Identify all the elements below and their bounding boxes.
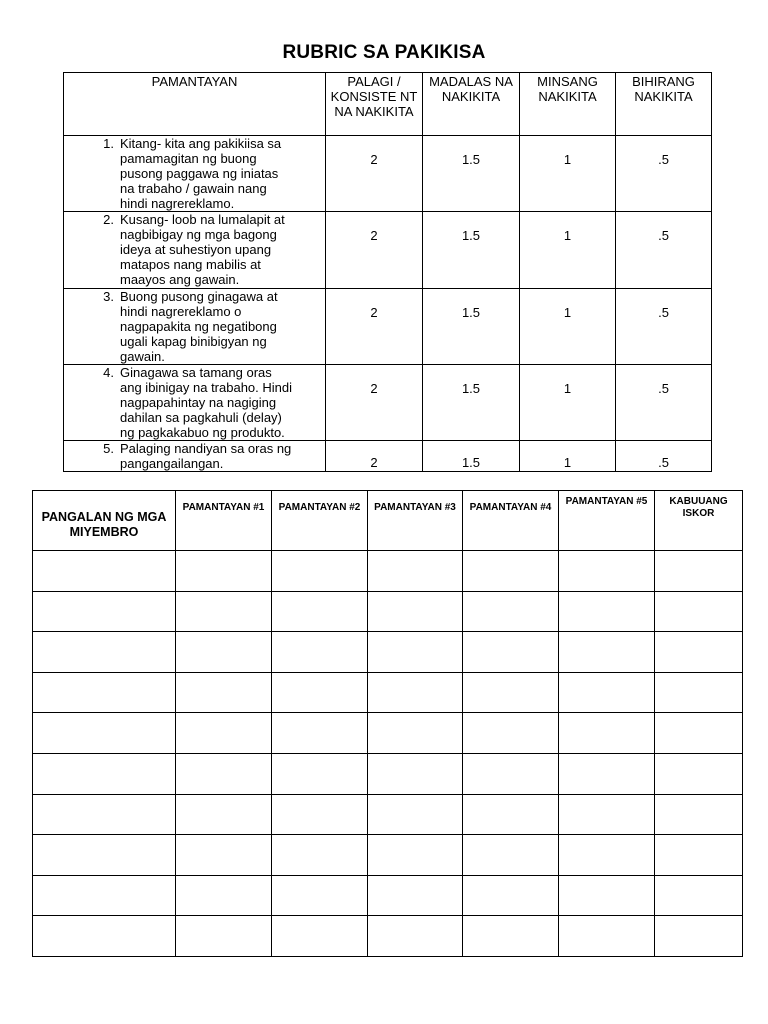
score-cell: 2 [326,365,423,441]
header-pamantayan-3: PAMANTAYAN #3 [368,491,463,551]
member-row [33,835,743,876]
criterion-line: gawain. [120,349,165,364]
rubric-row [64,136,712,212]
score-entry-cell [368,632,463,673]
criterion-text [120,289,319,364]
member-name-cell [33,551,176,592]
score-cell: 2 [326,441,423,472]
criterion-line: Buong pusong ginagawa at [120,289,278,304]
rubric-row [64,289,712,365]
header-palagi: PALAGI / KONSISTE NT NA NAKIKITA [326,73,423,136]
criterion-line: Palaging nandiyan sa oras ng [120,441,292,456]
score-entry-cell [463,632,559,673]
criterion-number: 5. [103,441,114,456]
score-entry-cell [655,591,743,632]
rubric-header-row [64,73,712,136]
criterion-line: dahilan sa pagkahuli (delay) [120,410,282,425]
header-pamantayan-4: PAMANTAYAN #4 [463,491,559,551]
score-cell: 2 [326,289,423,365]
member-row [33,753,743,794]
criterion-line: hindi nagrereklamo. [120,196,235,211]
member-row [33,713,743,754]
score-cell: 1.5 [423,365,520,441]
criterion-cell [64,212,326,289]
score-cell: 2 [326,212,423,289]
score-cell: .5 [616,289,712,365]
member-name-cell [33,835,176,876]
score-entry-cell [176,753,272,794]
score-entry-cell [272,672,368,713]
score-entry-cell [559,875,655,916]
score-cell: 1.5 [423,136,520,212]
criterion-line: ang ibinigay na trabaho. Hindi [120,380,293,395]
score-cell: 1 [520,136,616,212]
member-name-cell [33,916,176,957]
score-entry-cell [463,794,559,835]
score-entry-cell [176,672,272,713]
score-cell: 2 [326,136,423,212]
score-cell: .5 [616,441,712,472]
score-cell: .5 [616,212,712,289]
rubric-body [64,136,712,472]
score-entry-cell [655,632,743,673]
score-entry-cell [559,713,655,754]
criterion-cell [64,289,326,365]
score-entry-cell [272,835,368,876]
score-entry-cell [559,672,655,713]
score-entry-cell [272,713,368,754]
score-entry-cell [655,794,743,835]
criterion-text [120,441,319,471]
score-entry-cell [559,591,655,632]
criterion-line: Kusang- loob na lumalapit at [120,212,285,227]
criterion-line: pusong paggawa ng iniatas [120,166,279,181]
score-entry-cell [463,591,559,632]
criterion-line: ugali kapag binibigyan ng [120,334,267,349]
score-cell: .5 [616,136,712,212]
member-name-cell [33,753,176,794]
criterion-line: nagpapakita ng negatibong [120,319,277,334]
criterion-text [120,212,319,287]
rubric-row [64,365,712,441]
score-entry-cell [559,916,655,957]
score-cell: 1 [520,289,616,365]
member-row [33,591,743,632]
criterion-cell [64,441,326,472]
score-entry-cell [655,916,743,957]
score-entry-cell [655,672,743,713]
criterion-line: ideya at suhestiyon upang [120,242,272,257]
score-sheet-body [33,551,743,957]
member-name-cell [33,591,176,632]
header-kabuuang-iskor: KABUUANG ISKOR [655,491,743,551]
score-entry-cell [655,551,743,592]
score-entry-cell [463,916,559,957]
criterion-number: 2. [103,212,114,227]
score-entry-cell [559,753,655,794]
score-cell: .5 [616,365,712,441]
score-cell: 1.5 [423,441,520,472]
criterion-number: 3. [103,289,114,304]
score-cell: 1 [520,212,616,289]
score-cell: 1.5 [423,289,520,365]
member-name-cell [33,794,176,835]
criterion-text [120,365,319,440]
score-entry-cell [655,713,743,754]
score-entry-cell [655,753,743,794]
score-entry-cell [272,551,368,592]
score-entry-cell [176,591,272,632]
score-entry-cell [559,632,655,673]
member-row [33,551,743,592]
score-entry-cell [559,835,655,876]
score-entry-cell [368,551,463,592]
score-entry-cell [463,551,559,592]
criterion-line: nagpapahintay na nagiging [120,395,277,410]
score-entry-cell [176,551,272,592]
score-entry-cell [176,835,272,876]
score-entry-cell [176,713,272,754]
member-row [33,916,743,957]
document-title: RUBRIC SA PAKIKISA [282,42,486,63]
header-pamantayan: PAMANTAYAN [64,73,326,136]
criterion-line: maayos ang gawain. [120,272,240,287]
score-entry-cell [463,672,559,713]
score-entry-cell [272,591,368,632]
score-entry-cell [176,632,272,673]
score-sheet-table [32,490,743,957]
score-entry-cell [368,916,463,957]
score-entry-cell [272,753,368,794]
score-entry-cell [368,753,463,794]
score-entry-cell [272,794,368,835]
criterion-line: pangangailangan. [120,456,224,471]
score-entry-cell [176,916,272,957]
score-entry-cell [463,835,559,876]
header-pamantayan-5: PAMANTAYAN #5 [559,491,655,551]
member-name-cell [33,632,176,673]
criterion-text [120,136,319,211]
member-row [33,632,743,673]
score-entry-cell [368,672,463,713]
header-bihira: BIHIRANG NAKIKITA [616,73,712,136]
score-entry-cell [176,794,272,835]
score-entry-cell [368,794,463,835]
header-minsan: MINSANG NAKIKITA [520,73,616,136]
criterion-line: na trabaho / gawain nang [120,181,267,196]
score-entry-cell [463,753,559,794]
score-entry-cell [176,875,272,916]
score-entry-cell [463,713,559,754]
header-pamantayan-1: PAMANTAYAN #1 [176,491,272,551]
score-entry-cell [272,916,368,957]
score-cell: 1 [520,365,616,441]
score-entry-cell [368,875,463,916]
member-name-cell [33,875,176,916]
member-row [33,875,743,916]
score-entry-cell [463,875,559,916]
header-member-name: PANGALAN NG MGA MIYEMBRO [33,491,176,551]
criterion-line: hindi nagrereklamo o [120,304,242,319]
member-name-cell [33,713,176,754]
score-entry-cell [559,551,655,592]
member-row [33,672,743,713]
score-entry-cell [655,835,743,876]
criterion-line: matapos nang mabilis at [120,257,261,272]
score-cell: 1.5 [423,212,520,289]
rubric-row [64,441,712,472]
score-entry-cell [368,713,463,754]
criterion-line: Ginagawa sa tamang oras [120,365,272,380]
criterion-cell [64,365,326,441]
rubric-table [63,72,712,472]
criterion-line: ng pagkakabuo ng produkto. [120,425,285,440]
header-pamantayan-2: PAMANTAYAN #2 [272,491,368,551]
score-entry-cell [272,632,368,673]
score-sheet-header-row [33,491,743,551]
criterion-line: Kitang- kita ang pakikiisa sa [120,136,282,151]
member-row [33,794,743,835]
score-entry-cell [272,875,368,916]
score-entry-cell [368,835,463,876]
score-entry-cell [655,875,743,916]
score-entry-cell [368,591,463,632]
rubric-row [64,212,712,289]
criterion-cell [64,136,326,212]
criterion-line: pamamagitan ng buong [120,151,257,166]
criterion-number: 1. [103,136,114,151]
criterion-line: nagbibigay ng mga bagong [120,227,277,242]
score-cell: 1 [520,441,616,472]
member-name-cell [33,672,176,713]
score-entry-cell [559,794,655,835]
header-madalas: MADALAS NA NAKIKITA [423,73,520,136]
criterion-number: 4. [103,365,114,380]
